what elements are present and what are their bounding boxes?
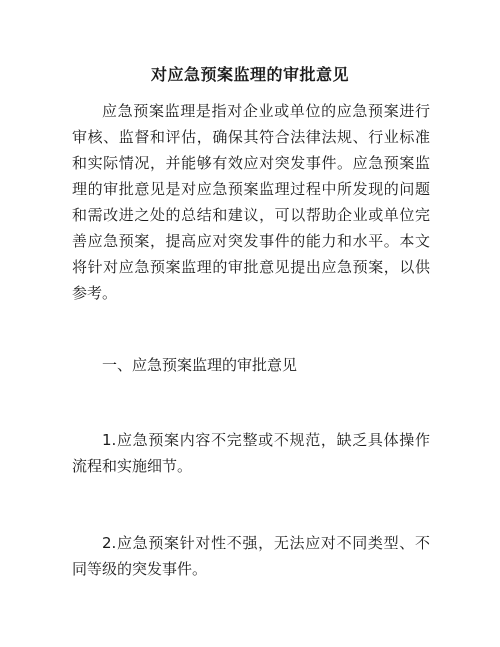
intro-paragraph: 应急预案监理是指对企业或单位的应急预案进行审核、监督和评估，确保其符合法律法规、行业标准和实际情况，并能够有效应对突发事件。应急预案监理的审批意见是对应急预案监理过程中所发现的问题和需改进之处的总结和建议，可以帮助企业或单位完善应急预案，提高应对突发事件的能力和水平。本文将针对应急预案监理的审批意见提出应急预案，以供参考。 [72, 102, 430, 302]
document-title: 对应急预案监理的审批意见 [150, 65, 349, 84]
list-item: 2.应急预案针对性不强，无法应对不同类型、不同等级的突发事件。 [72, 534, 430, 578]
list-item: 1.应急预案内容不完整或不规范，缺乏具体操作流程和实施细节。 [72, 431, 430, 475]
section-heading: 一、应急预案监理的审批意见 [102, 356, 298, 374]
